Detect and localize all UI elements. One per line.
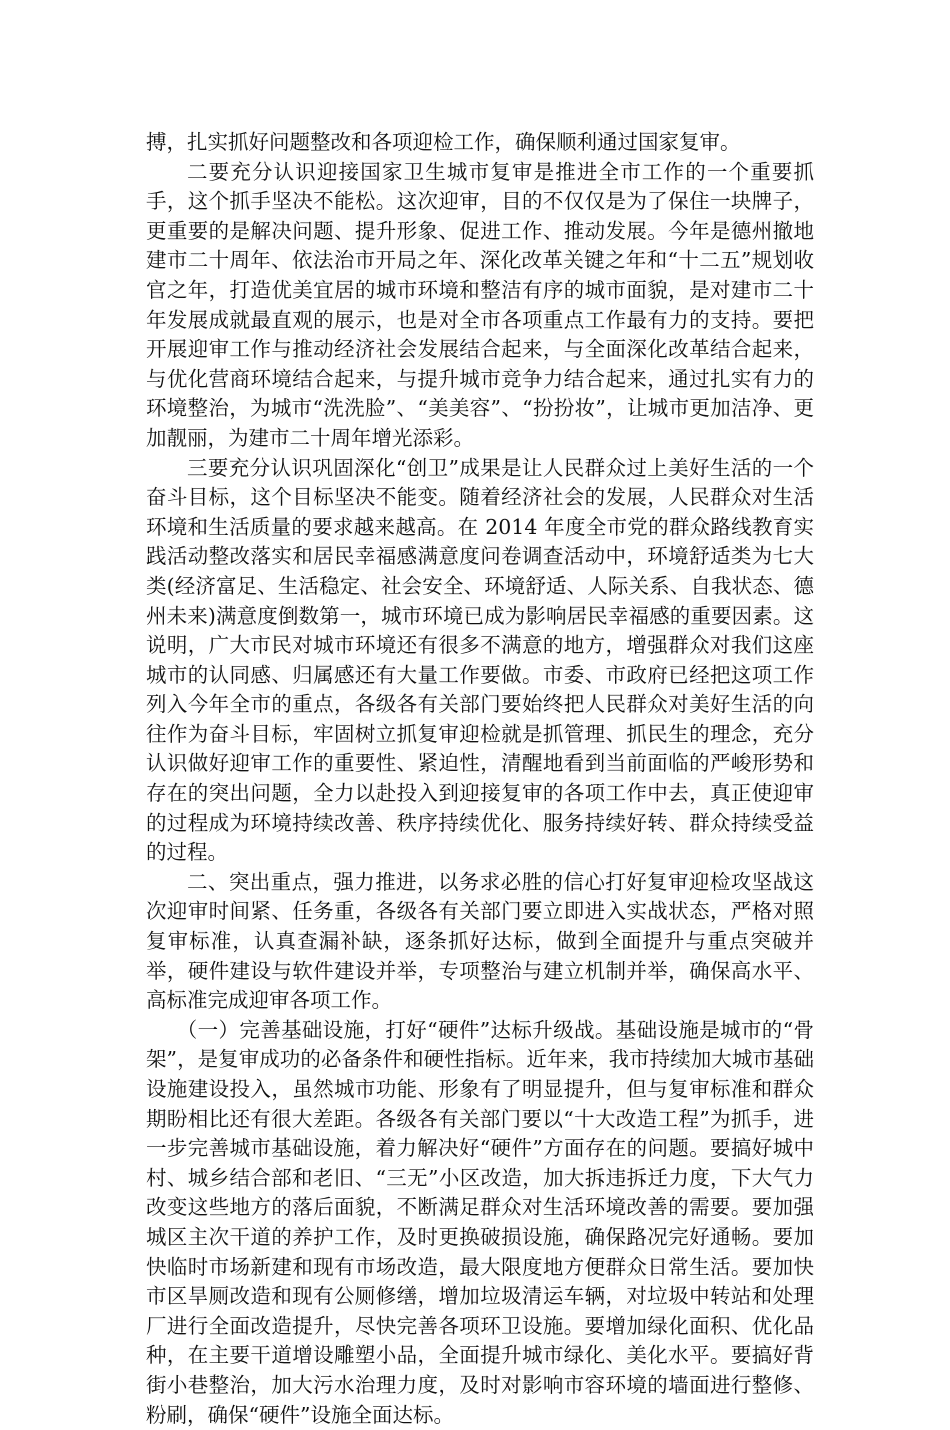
document-body: [146, 128, 814, 1430]
paragraph-1: 搏，扎实抓好问题整改和各项迎检工作，确保顺利通过国家复审。: [146, 130, 741, 154]
paragraph-3: 三要充分认识巩固深化“创卫”成果是让人民群众过上美好生活的一个奋斗目标，这个目标坚决不能变。随着经济社会的发展，人民群众对生活环境和生活质量的要求越来越高。在 2014 年度全市党的群众路线教育实践活动整改落实和居民幸福感满意度问卷调查活动中，环境舒适类为七大类(经济富足、生活稳定、社会安全、环境舒适、人际关系、自我状态、德州未来)满意度倒数第一，城市环境已成为影响居民幸福感的重要因素。这说明，广大市民对城市环境还有很多不满意的地方，增强群众对我们这座城市的认同感、归属感还有大量工作要做。市委、市政府已经把这项工作列入今年全市的重点，各级各有关部门要始终把人民群众对美好生活的向往作为奋斗目标，牢固树立抓复审迎检就是抓管理、抓民生的理念，充分认识做好迎审工作的重要性、紧迫性，清醒地看到当前面临的严峻形势和存在的突出问题，全力以赴投入到迎接复审的各项工作中去，真正使迎审的过程成为环境持续改善、秩序持续优化、服务持续好转、群众持续受益的过程。: [146, 455, 814, 865]
subsection-paragraph-1: （一）完善基础设施，打好“硬件”达标升级战。基础设施是城市的“骨架”，是复审成功的必备条件和硬性指标。近年来，我市持续加大城市基础设施建设投入，虽然城市功能、形象有了明显提升，但与复审标准和群众期盼相比还有很大差距。各级各有关部门要以“十大改造工程”为抓手，进一步完善城市基础设施，着力解决好“硬件”方面存在的问题。要搞好城中村、城乡结合部和老旧、“三无”小区改造，加大拆违拆迁力度，下大气力改变这些地方的落后面貌，不断满足群众对生活环境改善的需要。要加强城区主次干道的养护工作，及时更换破损设施，确保路况完好通畅。要加快临时市场新建和现有市场改造，最大限度地方便群众日常生活。要加快市区旱厕改造和现有公厕修缮，增加垃圾清运车辆，对垃圾中转站和处理厂进行全面改造提升，尽快完善各项环卫设施。要增加绿化面积、优化品种，在主要干道增设雕塑小品，全面提升城市绿化、美化水平。要搞好背街小巷整治，加大污水治理力度，及时对影响市容环境的墙面进行整修、粉刷，确保“硬件”设施全面达标。: [146, 1017, 814, 1427]
paragraph-2: 二要充分认识迎接国家卫生城市复审是推进全市工作的一个重要抓手，这个抓手坚决不能松。这次迎审，目的不仅仅是为了保住一块牌子，更重要的是解决问题、提升形象、促进工作、推动发展。今年是德州撤地建市二十周年、依法治市开局之年、深化改革关键之年和“十二五”规划收官之年，打造优美宜居的城市环境和整洁有序的城市面貌，是对建市二十年发展成就最直观的展示，也是对全市各项重点工作最有力的支持。要把开展迎审工作与推动经济社会发展结合起来，与全面深化改革结合起来，与优化营商环境结合起来，与提升城市竞争力结合起来，通过扎实有力的环境整治，为城市“洗洗脸”、“美美容”、“扮扮妆”，让城市更加洁净、更加靓丽，为建市二十周年增光添彩。: [146, 159, 814, 450]
section-heading-paragraph: 二、突出重点，强力推进，以务求必胜的信心打好复审迎检攻坚战这次迎审时间紧、任务重，各级各有关部门要立即进入实战状态，严格对照复审标准，认真查漏补缺，逐条抓好达标，做到全面提升与重点突破并举，硬件建设与软件建设并举，专项整治与建立机制并举，确保高水平、高标准完成迎审各项工作。: [146, 869, 814, 1013]
